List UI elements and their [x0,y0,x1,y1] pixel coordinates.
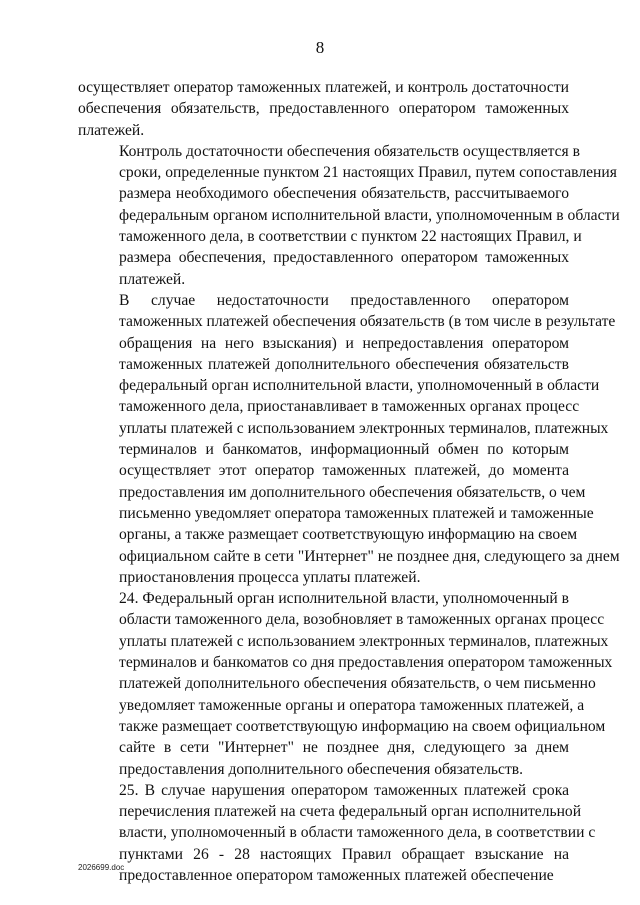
text-line: уплаты платежей с использованием электронных терминалов, платежных [119,419,609,437]
text-line: сайте в сети "Интернет" не позднее дня, следующего за днем [119,739,569,757]
text-line: предоставления дополнительного обеспечения обязательств. [119,760,524,778]
paragraph [78,290,620,588]
text-line: федеральный орган исполнительной власти, уполномоченный в области [119,377,600,395]
text-line: пунктами 26 - 28 настоящих Правил обращает взыскание на [119,845,569,863]
text-line: осуществляет этот оператор таможенных платежей, до момента [119,462,569,480]
text-line: письменно уведомляет оператора таможенных платежей и таможенные [119,504,594,522]
text-line: размера обеспечения, предоставленного оператором таможенных [119,249,569,267]
text-line: уведомляет таможенные органы и оператора таможенных платежей, а [119,696,585,714]
text-line: области таможенного дела, возобновляет в таможенных органах процесс [119,611,605,629]
text-line: осуществляет оператор таможенных платежей, и контроль достаточности [78,79,569,96]
paragraph [78,77,569,141]
text-line: платежей дополнительного обеспечения обязательств, о чем письменно [119,675,596,693]
text-line: уплаты платежей с использованием электронных терминалов, платежных [119,632,609,650]
text-line: терминалов и банкоматов со дня предоставления оператором таможенных [119,654,613,672]
text-line: размера необходимого обеспечения обязательств, рассчитываемого [119,185,569,203]
text-line: перечисления платежей на счета федеральный орган исполнительной [119,803,582,821]
text-line: В случае недостаточности предоставленного оператором [119,291,569,309]
paragraph [78,588,613,780]
text-line: обеспечения обязательств, предоставленного оператором таможенных [78,100,569,118]
file-name-footer: 2026699.doc [78,863,125,872]
text-line: официальном сайте в сети "Интернет" не позднее дня, следующего за днем [119,547,620,565]
text-line: таможенного дела, приостанавливает в таможенных органах процесс [119,398,580,416]
text-line: 24. Федеральный орган исполнительной власти, уполномоченный в [119,590,569,608]
paragraph [78,141,620,290]
text-line: предоставленное оператором таможенных платежей обеспечение [119,866,554,884]
paragraph [78,780,596,886]
text-line: Контроль достаточности обеспечения обязательств осуществляется в [119,142,580,160]
text-line: федеральным органом исполнительной власти, уполномоченным в области [119,206,620,224]
page-number: 8 [315,38,325,57]
text-line: обращения на него взыскания) и непредоставления оператором [119,334,569,352]
text-line: также размещает соответствующую информацию на своем официальном [119,717,606,735]
text-line: органы, а также размещает соответствующую информацию на своем [119,526,578,544]
text-line: предоставления им дополнительного обеспечения обязательств, о чем [119,483,586,501]
text-line: таможенных платежей обеспечения обязательств (в том числе в результате [119,313,616,331]
text-line: терминалов и банкоматов, информационный обмен по которым [119,441,569,459]
text-line: платежей. [119,270,186,288]
text-line: таможенного дела, в соответствии с пунктом 22 настоящих Правил, и [119,228,582,246]
text-line: платежей. [78,121,145,139]
text-line: приостановления процесса уплаты платежей. [119,568,421,586]
text-line: таможенных платежей дополнительного обеспечения обязательств [119,355,569,373]
text-line: 25. В случае нарушения оператором таможенных платежей срока [119,781,569,799]
text-line: власти, уполномоченный в области таможенного дела, в соответствии с [119,824,596,842]
document-body [78,77,620,886]
text-line: сроки, определенные пунктом 21 настоящих Правил, путем сопоставления [119,164,617,182]
